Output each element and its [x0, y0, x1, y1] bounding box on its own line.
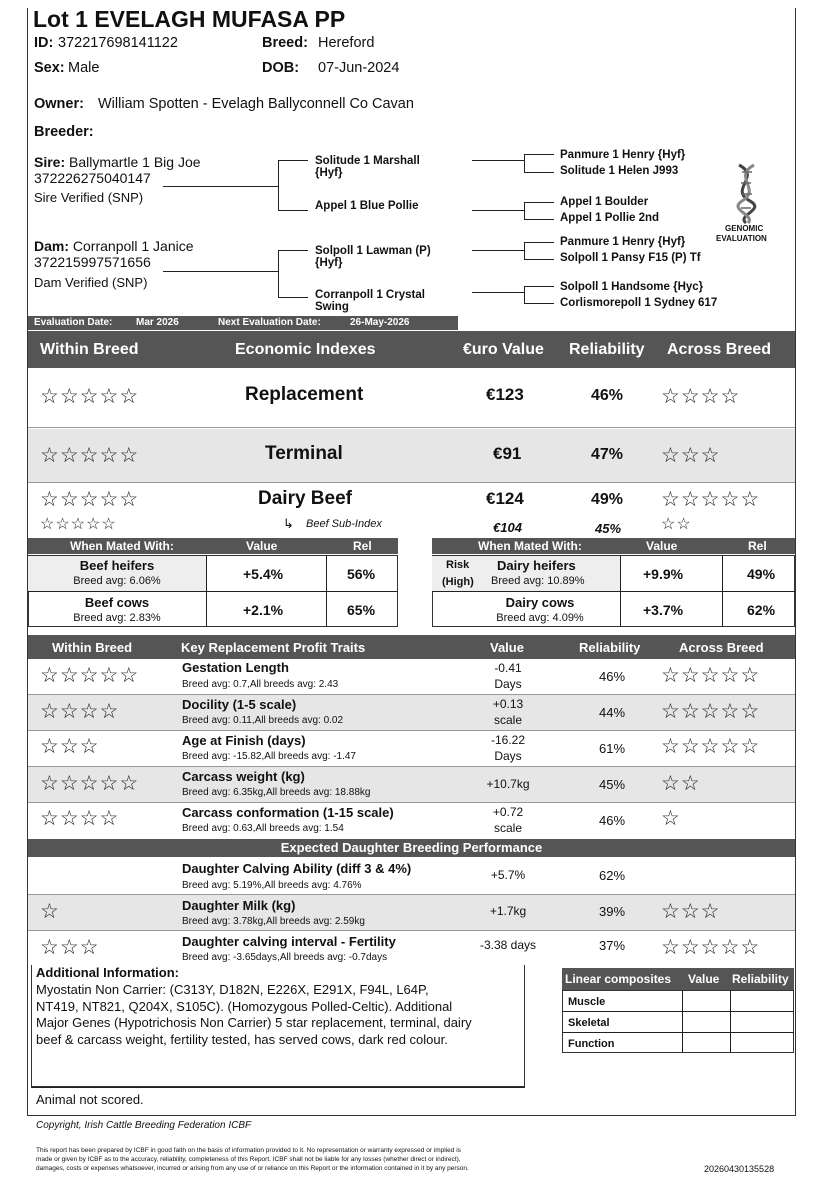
star-icon: ☆ — [59, 735, 80, 758]
star-icon: ☆ — [720, 488, 741, 511]
economic-indexes-header: Within Breed Economic Indexes €uro Value Reliability Across Breed — [28, 331, 795, 368]
star-icon: ☆ — [740, 488, 761, 511]
star-icon: ☆ — [99, 807, 120, 830]
star-icon: ☆ — [79, 807, 100, 830]
genomic-label: GENOMIC — [725, 224, 764, 233]
star-icon: ☆ — [40, 516, 56, 533]
within-breed-stars — [40, 445, 139, 466]
star-icon: ☆ — [720, 735, 741, 758]
across-breed-stars — [661, 808, 681, 829]
pedigree-sds: Appel 1 Boulder — [560, 196, 649, 208]
index-row-terminal: ☆☆☆☆☆ Terminal €91 47% ☆☆☆ — [28, 429, 795, 483]
star-icon: ☆ — [740, 735, 761, 758]
star-icon: ☆ — [680, 664, 701, 687]
star-icon: ☆ — [59, 936, 80, 959]
star-icon: ☆ — [700, 936, 721, 959]
star-icon: ☆ — [661, 936, 681, 959]
pedigree-sss: Panmure 1 Henry {Hyf} — [560, 149, 686, 161]
beef-sub-across-stars — [661, 517, 692, 533]
across-breed-stars — [661, 736, 760, 757]
copyright: Copyright, Irish Cattle Breeding Federation ICBF — [36, 1120, 252, 1131]
within-breed-stars — [40, 736, 99, 757]
star-icon: ☆ — [661, 735, 681, 758]
beef-sub-within-stars — [40, 517, 117, 533]
across-breed-stars — [661, 937, 760, 958]
sex-value: Male — [68, 60, 100, 76]
evaluation-label: EVALUATION — [716, 234, 767, 243]
trait-row-age-finish: ☆☆☆ Age at Finish (days) Breed avg: -15.82,All breeds avg: -1.47 -16.22 Days 61% ☆☆☆☆☆ — [28, 731, 795, 767]
star-icon: ☆ — [99, 664, 120, 687]
dna-icon — [722, 163, 772, 225]
pedigree-ssd: Solitude 1 Helen J993 — [560, 165, 679, 177]
star-icon: ☆ — [119, 772, 140, 795]
star-icon: ☆ — [79, 772, 100, 795]
pedigree-sire-sire: Solitude 1 Marshall {Hyf} — [315, 155, 420, 179]
breed-value: Hereford — [318, 35, 375, 51]
linear-composites-header: Linear composites Value Reliability — [562, 968, 794, 990]
star-icon: ☆ — [700, 700, 721, 723]
star-icon: ☆ — [119, 664, 140, 687]
star-icon: ☆ — [700, 385, 721, 408]
star-icon: ☆ — [661, 807, 681, 830]
star-icon: ☆ — [99, 488, 120, 511]
sire-line: Sire: Ballymartle 1 Big Joe — [34, 154, 201, 170]
star-icon: ☆ — [700, 444, 721, 467]
pedigree-dsd: Solpoll 1 Pansy F15 (P) Tf — [560, 252, 701, 264]
dam-verified: Dam Verified (SNP) — [34, 275, 148, 290]
trait-row-docility: ☆☆☆☆ Docility (1-5 scale) Breed avg: 0.11,All breeds avg: 0.02 +0.13 scale 44% ☆☆☆☆☆ — [28, 695, 795, 731]
star-icon: ☆ — [680, 385, 701, 408]
star-icon: ☆ — [740, 700, 761, 723]
star-icon: ☆ — [119, 488, 140, 511]
disclaimer: This report has been prepared by ICBF in good faith on the basis of information provided to it. No representation or warranty expressed or implied is made or given by ICBF as to the accuracy, reliability, completeness of this Report. ICBF shall not be liable for any losses (whether direct or indirect), damages, costs or expenses whatsoever, incurred or arising from any use of or reliance on this Report or the information contained in it by any person. — [36, 1147, 469, 1172]
across-breed-stars — [661, 901, 720, 922]
star-icon: ☆ — [59, 385, 80, 408]
star-icon: ☆ — [661, 488, 681, 511]
star-icon: ☆ — [79, 664, 100, 687]
breeder-label: Breeder: — [34, 124, 94, 140]
dam-id: 372215997571656 — [34, 254, 151, 270]
star-icon: ☆ — [79, 488, 100, 511]
lot-title: Lot 1 EVELAGH MUFASA PP — [33, 6, 346, 32]
daughter-row-calving: Daughter Calving Ability (diff 3 & 4%) Breed avg: 5.19%,All breeds avg: 4.76% +5.7% 62% — [28, 857, 795, 895]
daughter-header: Expected Daughter Breeding Performance — [28, 839, 795, 857]
mated-right-header: When Mated With: Value Rel — [432, 538, 795, 554]
star-icon: ☆ — [700, 488, 721, 511]
sex-label: Sex: — [34, 60, 65, 76]
star-icon: ☆ — [720, 936, 741, 959]
star-icon: ☆ — [40, 900, 60, 923]
mated-left-header: When Mated With: Value Rel — [28, 538, 398, 554]
star-icon: ☆ — [661, 444, 681, 467]
star-icon: ☆ — [680, 772, 701, 795]
star-icon: ☆ — [661, 385, 681, 408]
star-icon: ☆ — [680, 700, 701, 723]
star-icon: ☆ — [40, 664, 60, 687]
across-breed-stars — [661, 773, 701, 794]
star-icon: ☆ — [40, 936, 60, 959]
pedigree-dam-dam: Corranpoll 1 Crystal Swing — [315, 289, 425, 313]
across-breed-stars — [661, 701, 760, 722]
star-icon: ☆ — [700, 900, 721, 923]
pedigree-dds: Solpoll 1 Handsome {Hyc} — [560, 281, 704, 293]
star-icon: ☆ — [79, 936, 100, 959]
sub-index-arrow-icon: ↳ — [283, 516, 294, 531]
star-icon: ☆ — [86, 516, 102, 533]
star-icon: ☆ — [661, 900, 681, 923]
additional-info-title: Additional Information: — [36, 965, 179, 980]
star-icon: ☆ — [40, 700, 60, 723]
across-breed-stars — [661, 489, 760, 510]
sire-id: 372226275040147 — [34, 170, 151, 186]
star-icon: ☆ — [700, 735, 721, 758]
star-icon: ☆ — [740, 664, 761, 687]
animal-scored-text: Animal not scored. — [36, 1092, 144, 1107]
star-icon: ☆ — [680, 444, 701, 467]
star-icon: ☆ — [119, 444, 140, 467]
dob-label: DOB: — [262, 60, 300, 76]
star-icon: ☆ — [40, 735, 60, 758]
star-icon: ☆ — [40, 807, 60, 830]
pedigree-dam-sire: Solpoll 1 Lawman (P) {Hyf} — [315, 245, 431, 269]
star-icon: ☆ — [680, 488, 701, 511]
star-icon: ☆ — [70, 516, 87, 533]
evaluation-date-bar: Evaluation Date: Mar 2026 Next Evaluation Date: 26-May-2026 — [28, 316, 458, 330]
star-icon: ☆ — [101, 516, 117, 533]
within-breed-stars — [40, 901, 60, 922]
star-icon: ☆ — [720, 664, 741, 687]
daughter-row-fertility: ☆☆☆ Daughter calving interval - Fertility Breed avg: -3.65days,All breeds avg: -0.7days -3.38 days 37% ☆☆☆☆☆ — [28, 931, 795, 965]
id-value: 372217698141122 — [58, 35, 178, 51]
trait-row-gestation: ☆☆☆☆☆ Gestation Length Breed avg: 0.7,All breeds avg: 2.43 -0.41 Days 46% ☆☆☆☆☆ — [28, 659, 795, 695]
id-label: ID: — [34, 35, 54, 51]
pedigree-dss: Panmure 1 Henry {Hyf} — [560, 236, 686, 248]
within-breed-stars — [40, 937, 99, 958]
trait-row-carcass-conformation: ☆☆☆☆ Carcass conformation (1-15 scale) Breed avg: 0.63,All breeds avg: 1.54 +0.72 scale 46% ☆ — [28, 803, 795, 839]
across-breed-stars — [661, 665, 760, 686]
owner-label: Owner: — [34, 96, 84, 112]
index-row-dairy-beef: ☆☆☆☆☆ Dairy Beef €124 49% ☆☆☆☆☆ ☆☆☆☆☆ ↳ Beef Sub-Index €104 45% ☆☆ — [28, 484, 795, 538]
star-icon: ☆ — [99, 444, 120, 467]
within-breed-stars — [40, 808, 119, 829]
breed-label: Breed: — [262, 35, 308, 51]
star-icon: ☆ — [59, 444, 80, 467]
traits-header: Within Breed Key Replacement Profit Traits Value Reliability Across Breed — [28, 635, 795, 659]
within-breed-stars — [40, 665, 139, 686]
star-icon: ☆ — [740, 936, 761, 959]
star-icon: ☆ — [40, 385, 60, 408]
within-breed-stars — [40, 489, 139, 510]
star-icon: ☆ — [676, 516, 692, 533]
star-icon: ☆ — [40, 444, 60, 467]
star-icon: ☆ — [59, 807, 80, 830]
star-icon: ☆ — [59, 488, 80, 511]
star-icon: ☆ — [40, 488, 60, 511]
report-code: 20260430135528 — [704, 1164, 775, 1174]
star-icon: ☆ — [59, 664, 80, 687]
star-icon: ☆ — [99, 385, 120, 408]
star-icon: ☆ — [680, 936, 701, 959]
within-breed-stars — [40, 773, 139, 794]
across-breed-stars — [661, 445, 720, 466]
within-breed-stars — [40, 701, 119, 722]
owner-value: William Spotten - Evelagh Ballyconnell Co Cavan — [98, 96, 414, 112]
star-icon: ☆ — [79, 735, 100, 758]
additional-info-text: Myostatin Non Carrier: (C313Y, D182N, E226X, E291X, F94L, L64P, NT419, NT821, Q204X, S105C). (Homozygous Polled-Celtic). Additional Major Genes (Hypotrichosis Non Carrier) 5 star replacement, terminal, dairy beef & carcass weight, fertility tested, has served cows, dark red colour. — [36, 982, 472, 1047]
star-icon: ☆ — [40, 772, 60, 795]
star-icon: ☆ — [700, 664, 721, 687]
star-icon: ☆ — [59, 772, 80, 795]
star-icon: ☆ — [661, 516, 677, 533]
trait-row-carcass-weight: ☆☆☆☆☆ Carcass weight (kg) Breed avg: 6.35kg,All breeds avg: 18.88kg +10.7kg 45% ☆☆ — [28, 767, 795, 803]
daughter-row-milk: ☆ Daughter Milk (kg) Breed avg: 3.78kg,All breeds avg: 2.59kg +1.7kg 39% ☆☆☆ — [28, 895, 795, 931]
pedigree-sire-dam: Appel 1 Blue Pollie — [315, 200, 419, 212]
dob-value: 07-Jun-2024 — [318, 60, 400, 76]
star-icon: ☆ — [680, 735, 701, 758]
star-icon: ☆ — [99, 700, 120, 723]
star-icon: ☆ — [99, 772, 120, 795]
star-icon: ☆ — [661, 700, 681, 723]
star-icon: ☆ — [55, 516, 71, 533]
dam-line: Dam: Corranpoll 1 Janice — [34, 238, 194, 254]
star-icon: ☆ — [119, 385, 140, 408]
across-breed-stars — [661, 386, 740, 407]
star-icon: ☆ — [59, 700, 80, 723]
star-icon: ☆ — [79, 700, 100, 723]
index-row-replacement: ☆☆☆☆☆ Replacement €123 46% ☆☆☆☆ — [28, 368, 795, 428]
star-icon: ☆ — [79, 385, 100, 408]
star-icon: ☆ — [79, 444, 100, 467]
star-icon: ☆ — [661, 664, 681, 687]
star-icon: ☆ — [720, 700, 741, 723]
pedigree-ddd: Corlismorepoll 1 Sydney 617 — [560, 297, 718, 309]
star-icon: ☆ — [720, 385, 741, 408]
sire-verified: Sire Verified (SNP) — [34, 190, 144, 205]
within-breed-stars — [40, 386, 139, 407]
star-icon: ☆ — [680, 900, 701, 923]
pedigree-sdd: Appel 1 Pollie 2nd — [560, 212, 660, 224]
star-icon: ☆ — [661, 772, 681, 795]
